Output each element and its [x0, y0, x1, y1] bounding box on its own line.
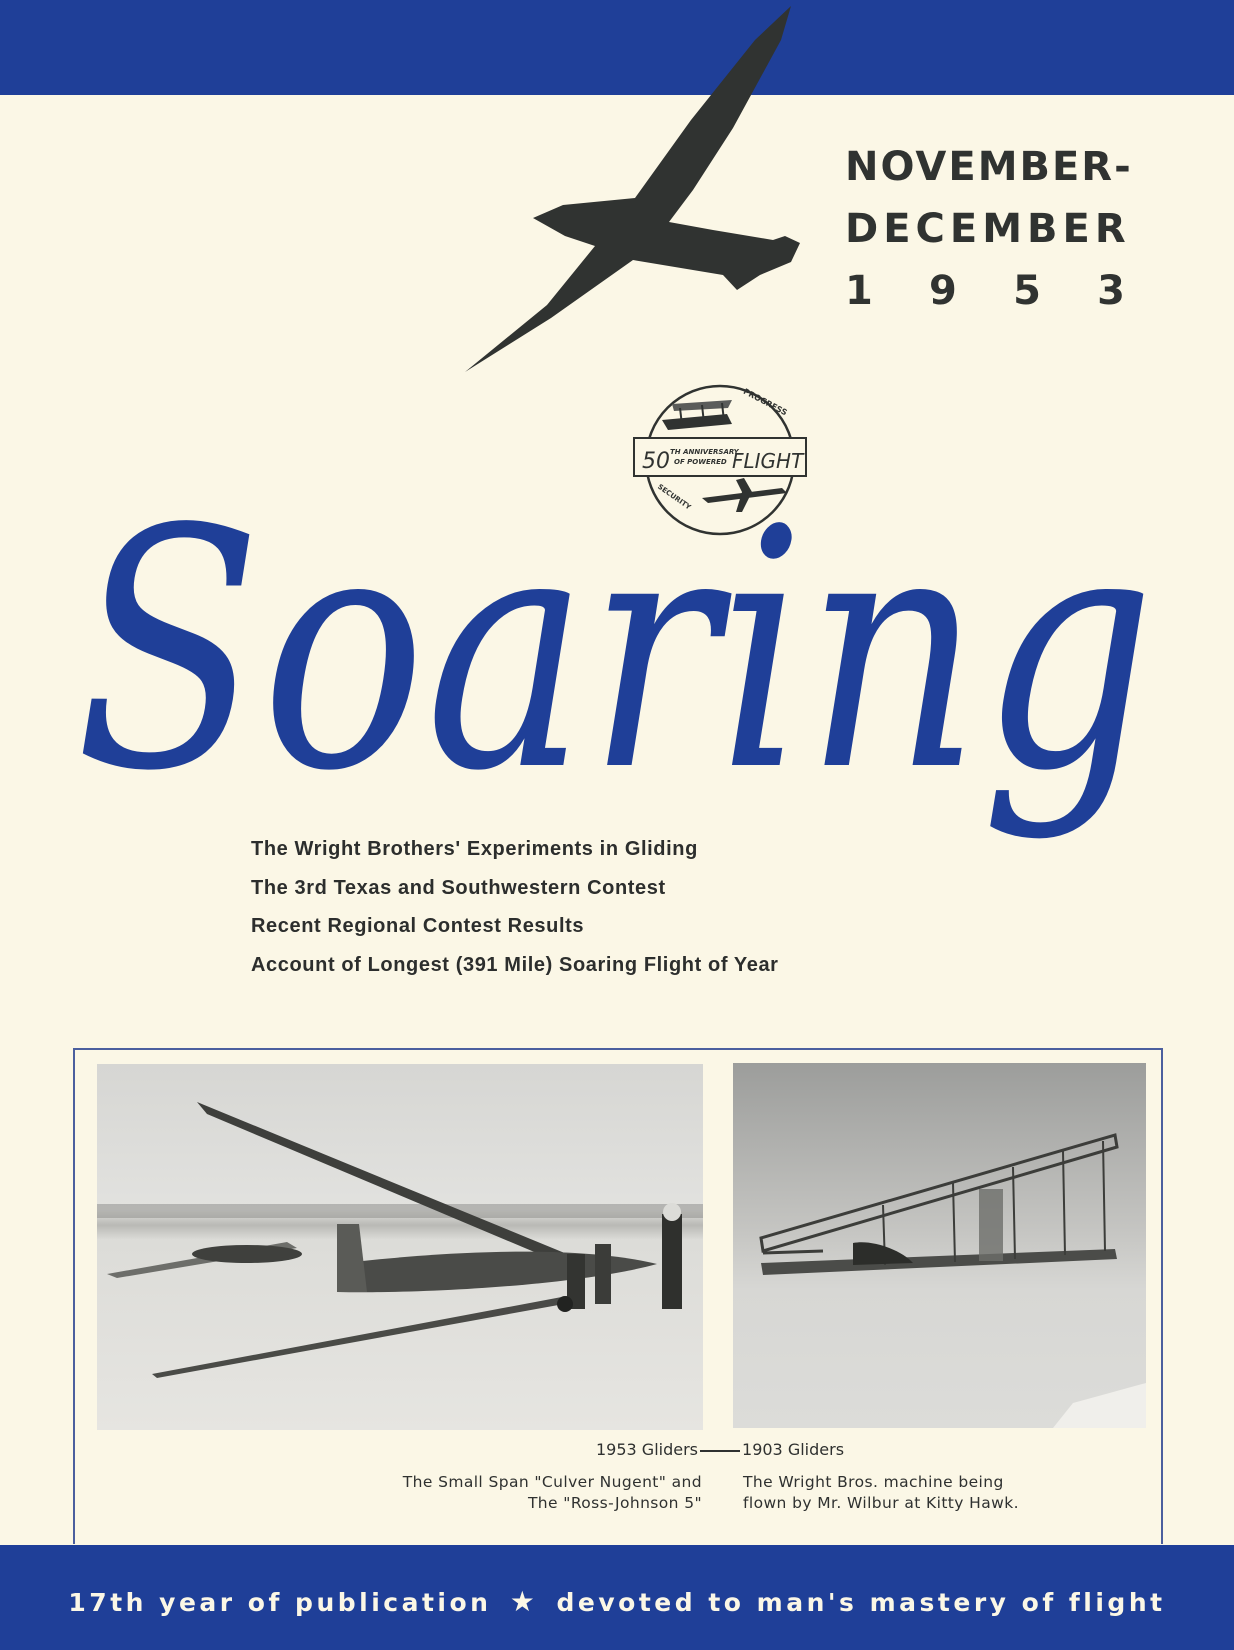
year-digit: 9	[929, 268, 957, 314]
caption-line: The Wright Bros. machine being	[743, 1473, 1004, 1491]
tagline-left: 17th year of publication	[68, 1588, 492, 1617]
headline-item[interactable]: The Wright Brothers' Experiments in Gliding	[251, 838, 698, 860]
headline-item[interactable]: The 3rd Texas and Southwestern Contest	[251, 876, 666, 899]
emblem-subline: OF POWERED	[674, 458, 727, 466]
year-digit: 5	[1013, 268, 1041, 314]
caption-heading-1903: 1903 Gliders	[742, 1440, 845, 1459]
masthead-text: Soaring	[75, 459, 1155, 843]
emblem-arc-bottom: SECURITY	[656, 482, 693, 512]
emblem-fifty: 50	[642, 449, 670, 474]
caption-line: The Small Span "Culver Nugent" and	[402, 1473, 702, 1491]
issue-year	[845, 260, 1125, 322]
caption-line: The "Ross-Johnson 5"	[527, 1494, 702, 1512]
headline-item[interactable]: Account of Longest (391 Mile) Soaring Flight of Year	[251, 953, 779, 976]
caption-1903	[743, 1472, 1163, 1514]
caption-1953	[290, 1472, 702, 1514]
photo-1953-gliders	[97, 1064, 703, 1430]
emblem-superscript: TH ANNIVERSARY	[670, 448, 739, 456]
issue-month-line-1: NOVEMBER-	[845, 144, 1133, 190]
emblem-arc-top: PROGRESS	[741, 386, 789, 418]
year-digit: 3	[1097, 268, 1125, 314]
glider-silhouette-icon	[455, 0, 815, 380]
star-icon: ★	[509, 1585, 539, 1618]
caption-dash	[700, 1450, 740, 1452]
photo-1903-glider	[733, 1063, 1146, 1428]
caption-heading-1953: 1953 Gliders	[596, 1440, 699, 1459]
caption-line: flown by Mr. Wilbur at Kitty Hawk.	[743, 1494, 1019, 1512]
headline-item[interactable]: Recent Regional Contest Results	[251, 915, 585, 937]
caption-headings	[596, 1440, 844, 1459]
emblem-flight: FLIGHT	[732, 449, 804, 473]
tagline-right: devoted to man's mastery of flight	[556, 1588, 1166, 1617]
issue-month-line-2: DECEMBER	[845, 206, 1131, 252]
tagline	[0, 1585, 1234, 1618]
year-digit: 1	[845, 268, 873, 314]
issue-date	[845, 136, 1133, 322]
headline-list	[251, 830, 779, 984]
